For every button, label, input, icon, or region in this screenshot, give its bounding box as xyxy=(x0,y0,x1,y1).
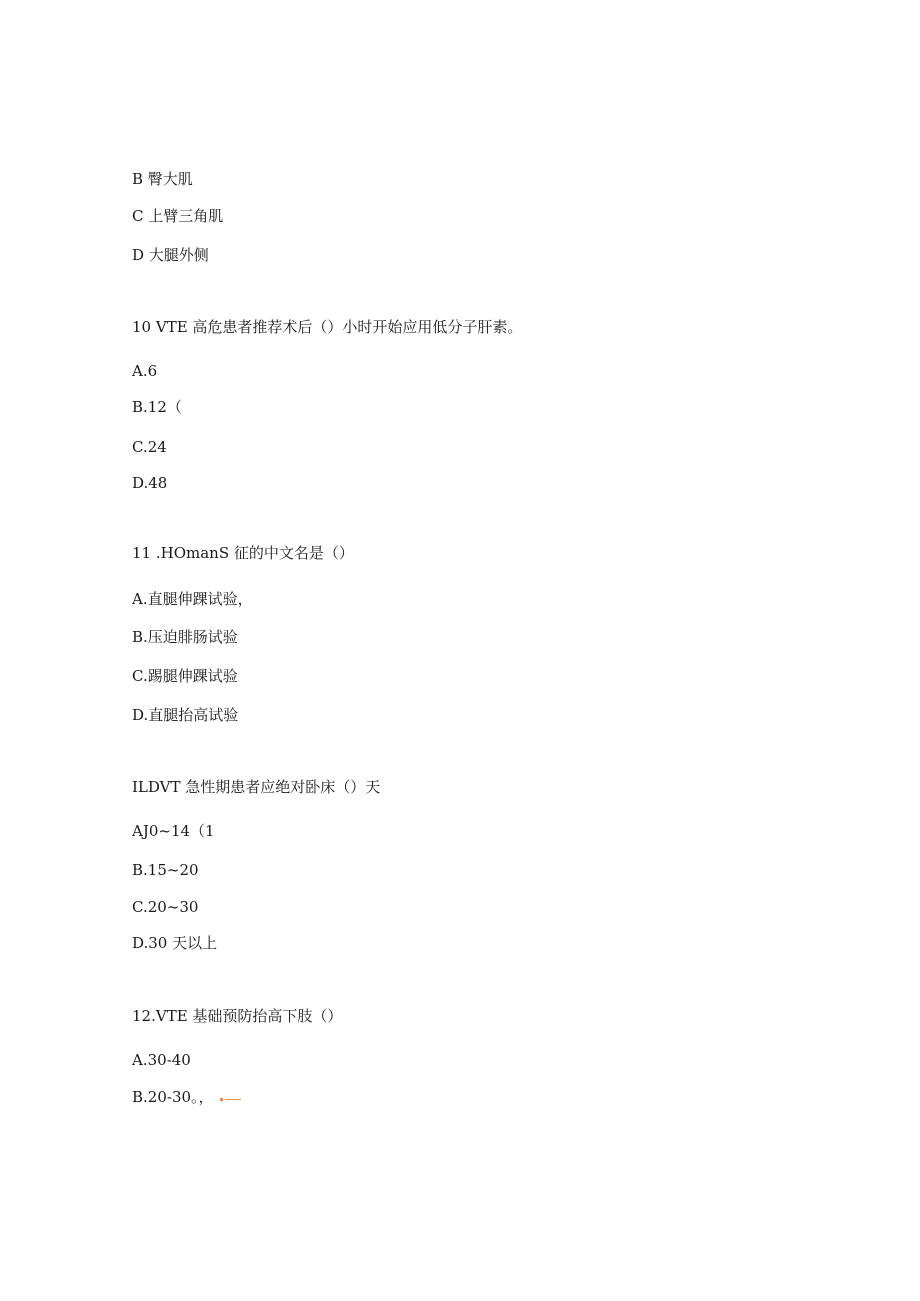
qdvt-option-a: AJ0~14（1 xyxy=(132,822,215,840)
qdvt-option-c: C.20~30 xyxy=(132,898,199,916)
option-c-deltoid: C 上臂三角肌 xyxy=(132,207,224,225)
qdvt-option-b: B.15~20 xyxy=(132,861,199,879)
q12-option-a: A.30-40 xyxy=(132,1051,191,1069)
q10-option-a: A.6 xyxy=(132,362,158,380)
q10-option-b: B.12（ xyxy=(132,398,182,416)
q10-option-d: D.48 xyxy=(132,474,168,492)
q12-option-b: B.20-30。， xyxy=(132,1088,214,1106)
q11-option-d: D.直腿抬高试验 xyxy=(132,706,239,724)
option-d-thigh: D 大腿外侧 xyxy=(132,246,209,264)
q12-option-b-row xyxy=(132,1087,241,1108)
stray-dash xyxy=(225,1099,241,1100)
question-dvt: ILDVT 急性期患者应绝对卧床（）天 xyxy=(132,778,381,796)
question-11: 11 .HOmanS 征的中文名是（） xyxy=(132,544,354,562)
question-12: 12.VTE 基础预防抬高下肢（） xyxy=(132,1007,343,1025)
q10-option-c: C.24 xyxy=(132,438,167,456)
q11-option-a: A.直腿伸踝试验， xyxy=(132,590,253,608)
stray-mark xyxy=(220,1088,241,1108)
stray-dot xyxy=(220,1098,223,1101)
q11-option-c: C.踢腿伸踝试验 xyxy=(132,667,238,685)
q11-option-b: B.压迫腓肠试验 xyxy=(132,628,238,646)
qdvt-option-d: D.30 天以上 xyxy=(132,934,218,952)
question-10: 10 VTE 高危患者推荐术后（）小时开始应用低分子肝素。 xyxy=(132,318,523,336)
option-b-gluteus: B 臀大肌 xyxy=(132,170,193,188)
